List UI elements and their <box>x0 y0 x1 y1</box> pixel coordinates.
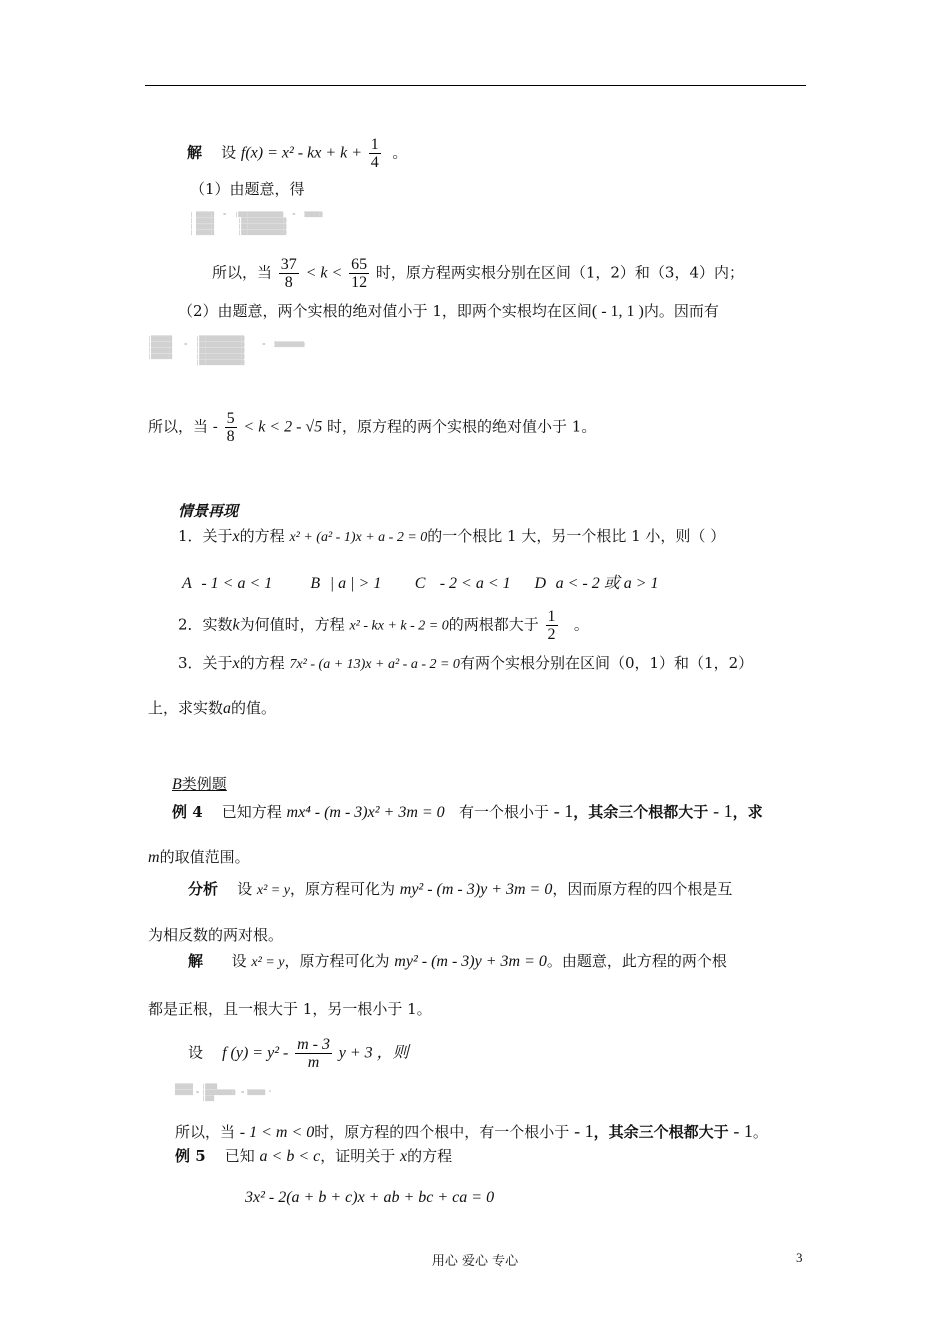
solution-ex4: 解 设 x² = y，原方程可化为 my² - (m - 3)y + 3m = 0。由题意，此方程的两个根 <box>188 952 727 970</box>
fraction: $\frac{1}{4}$ <box>370 136 379 171</box>
solution-ex4-line2: 都是正根，且一根大于 1，另一根小于 1。 <box>148 1000 432 1018</box>
part2-intro: （2）由题意，两个实根的绝对值小于 1，即两个实根均在区间( - 1, 1 )内。因而有 <box>178 302 719 320</box>
example-4: 例 4 已知方程 mx⁴ - (m - 3)x² + 3m = 0 有一个根小于 - 1，其余三个根都大于 - 1，求 <box>172 801 763 821</box>
footer-text: 用心 爱心 专心 <box>431 1254 519 1269</box>
question-3: 3．关于x的方程 7x² - (a + 13)x + a² - a - 2 = 0有两个实根分别在区间（0，1）和（1，2） <box>178 654 754 672</box>
classB-heading: B类例题 <box>172 775 227 793</box>
part1-intro: （1）由题意，得 <box>190 180 305 198</box>
analysis: 分析 设 x² = y，原方程可化为 my² - (m - 3)y + 3m = 0，因而原方程的四个根是互 <box>188 880 733 898</box>
page-number: 3 <box>796 1250 803 1265</box>
blurred-system-image: |▒▒▒▒▒▒▒ |▒▒▒▒▒▒▒▒▒▒▒▒▒▒▒ |▒▒▒▒▒▒▒ = |▒▒▒▒▒▒▒▒▒▒▒▒▒▒▒ = ▒▒▒▒▒▒▒▒▒▒ |▒▒▒▒▒▒▒ |▒▒▒▒▒▒▒▒▒▒▒▒▒▒▒ |▒▒▒▒▒▒▒ |▒▒▒▒▒▒▒▒▒▒▒▒▒▒▒ |▒▒▒▒▒▒▒▒▒▒▒▒▒▒▒ <box>148 336 305 366</box>
example-5: 例 5 已知 a < b < c，证明关于 x的方程 <box>175 1147 453 1165</box>
solution-label: 解 <box>187 143 203 162</box>
blurred-condition-image: ▒▒▒▒▒▒ |▒▒▒▒ ▒▒▒▒▒▒ = |▒▒▒▒▒▒▒▒▒▒ = ▒▒▒▒▒▒ ° |▒▒▒ <box>175 1084 272 1102</box>
scenario-heading: 情景再现 <box>178 502 239 520</box>
question-3-line2: 上，求实数a的值。 <box>148 699 277 717</box>
question-2: 2．实数k为何值时，方程 x² - kx + k - 2 = 0的两根都大于 $\frac{1}{2}$ 。 <box>178 608 589 643</box>
set-f: 设 f (y) = y² - $\frac{m - 3}{m}$ y + 3 ，则 <box>188 1036 409 1071</box>
ex4-conclusion: 所以，当 - 1 < m < 0时，原方程的四个根中，有一个根小于 - 1，其余三个根都大于 - 1。 <box>175 1121 768 1141</box>
part2-conclusion: 所以，当 - $\frac{5}{8}$ < k < 2 - √5 时，原方程的两个实根的绝对值小于 1。 <box>148 410 597 445</box>
question-1: 1．关于x的方程 x² + (a² - 1)x + a - 2 = 0的一个根比 1 大，另一个根比 1 小，则（ ） <box>178 527 726 545</box>
blurred-equation-image: | ▒▒▒▒▒▒ = |▒▒▒▒▒▒▒▒▒▒▒▒▒▒▒ = ▒▒▒▒▒▒ | ▒▒▒▒▒▒ |▒▒▒▒▒▒▒▒▒▒▒▒▒▒▒ | ▒▒▒▒▒▒ |▒▒▒▒▒▒▒▒▒▒▒▒▒▒▒ | ▒▒▒▒▒▒ |▒▒▒▒▒▒▒▒▒▒▒▒▒▒▒ <box>190 212 323 236</box>
solution-line: 解 设 f(x) = x² - kx + k + $\frac{1}{4}$ 。 <box>187 136 408 171</box>
example-5-equation: 3x² - 2(a + b + c)x + ab + bc + ca = 0 <box>245 1189 495 1206</box>
example-4-line2: m的取值范围。 <box>148 848 250 866</box>
header-rule <box>145 85 806 86</box>
part1-conclusion: 所以，当 $\frac{37}{8}$ < k < $\frac{65}{12}$ 时，原方程两实根分别在区间（1，2）和（3，4）内； <box>212 256 745 291</box>
analysis-line2: 为相反数的两对根。 <box>148 926 284 944</box>
question-1-options: A - 1 < a < 1 B | a | > 1 C - 2 < a < 1 D a < - 2 或 a > 1 <box>182 575 659 592</box>
f-definition: f(x) = x² - kx + k + <box>240 144 363 162</box>
